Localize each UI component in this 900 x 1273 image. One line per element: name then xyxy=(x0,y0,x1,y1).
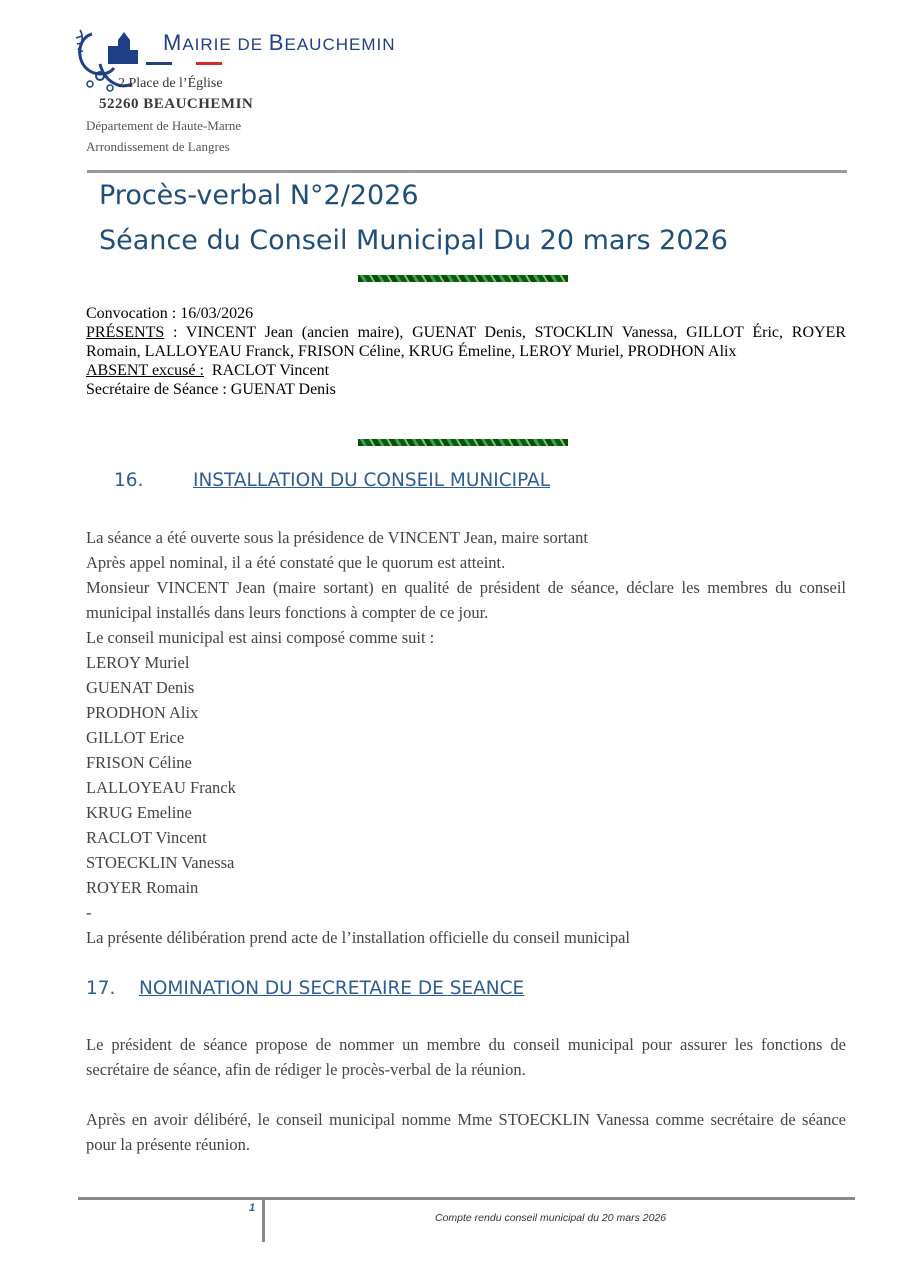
member-item: ROYER Romain xyxy=(86,878,199,897)
intro-line: Après appel nominal, il a été constaté que le quorum est atteint. xyxy=(86,553,506,572)
declaration-paragraph: Monsieur VINCENT Jean (maire sortant) en qualité de président de séance, déclare les membres du conseil municipal installés dans leurs fonctions à compter de ce jour. xyxy=(86,578,846,622)
document-subtitle: Séance du Conseil Municipal Du 20 mars 2026 xyxy=(99,225,728,256)
convocation-block xyxy=(86,304,846,399)
member-item: GILLOT Erice xyxy=(86,728,185,747)
member-item: GUENAT Denis xyxy=(86,678,195,697)
page-number: 1 xyxy=(249,1202,256,1214)
tricolor-flag-bar xyxy=(146,62,222,65)
section-16-body xyxy=(86,525,846,950)
section-17-title: NOMINATION DU SECRETAIRE DE SEANCE xyxy=(139,978,525,999)
presents-line-2: Romain, LALLOYEAU Franck, FRISON Céline, KRUG Émeline, LEROY Muriel, PRODHON Alix xyxy=(86,343,737,360)
absent-line xyxy=(86,361,846,380)
member-item: PRODHON Alix xyxy=(86,703,199,722)
member-item: LALLOYEAU Franck xyxy=(86,778,236,797)
address-street: 2 Place de l’Église xyxy=(118,76,223,91)
section-16-title: INSTALLATION DU CONSEIL MUNICIPAL xyxy=(193,470,551,491)
presents-label: PRÉSENTS xyxy=(86,324,165,341)
member-item: STOECKLIN Vanessa xyxy=(86,853,235,872)
footer-text: Compte rendu conseil municipal du 20 mars 2026 xyxy=(435,1212,667,1224)
member-item: FRISON Céline xyxy=(86,753,192,772)
composition-intro: Le conseil municipal est ainsi composé comme suit : xyxy=(86,628,435,647)
section-17-paragraph: Après en avoir délibéré, le conseil municipal nomme Mme STOECKLIN Vanessa comme secrétaire de séance pour la présente réunion. xyxy=(86,1110,846,1154)
section-17-number: 17. xyxy=(86,978,116,999)
decorative-bar xyxy=(358,439,568,446)
secretary-line: Secrétaire de Séance : GUENAT Denis xyxy=(86,381,336,398)
absent-text: RACLOT Vincent xyxy=(203,362,330,379)
footer-divider xyxy=(78,1197,855,1200)
absent-label: ABSENT excusé : xyxy=(86,362,204,379)
intro-line: La séance a été ouverte sous la présidence de VINCENT Jean, maire sortant xyxy=(86,528,588,547)
org-name: MAIRIE DE BEAUCHEMIN xyxy=(163,30,396,55)
address-department: Département de Haute-Marne xyxy=(86,118,242,133)
member-item: LEROY Muriel xyxy=(86,653,190,672)
header-divider xyxy=(87,170,847,173)
presents-line xyxy=(86,323,846,342)
decorative-bar xyxy=(358,275,568,282)
convocation-date: Convocation : 16/03/2026 xyxy=(86,305,254,322)
member-item: KRUG Emeline xyxy=(86,803,192,822)
footer-vertical-divider xyxy=(262,1200,265,1242)
document-title: Procès-verbal N°2/2026 xyxy=(99,180,419,211)
section-16-number: 16. xyxy=(114,470,144,491)
section-17-paragraph: Le président de séance propose de nommer un membre du conseil municipal pour assurer les fonctions de secrétaire de séance, afin de rédiger le procès-verbal de la réunion. xyxy=(86,1035,846,1079)
section-17-body xyxy=(86,1032,846,1182)
member-item: RACLOT Vincent xyxy=(86,828,207,847)
address-city: 52260 BEAUCHEMIN xyxy=(99,96,254,112)
dash-separator: - xyxy=(86,903,92,922)
conclusion-line: La présente délibération prend acte de l’installation officielle du conseil municipal xyxy=(86,928,630,947)
address-arrondissement: Arrondissement de Langres xyxy=(86,139,230,154)
presents-text: : VINCENT Jean (ancien maire), GUENAT Denis, STOCKLIN Vanessa, GILLOT Éric, ROYER xyxy=(164,324,846,341)
